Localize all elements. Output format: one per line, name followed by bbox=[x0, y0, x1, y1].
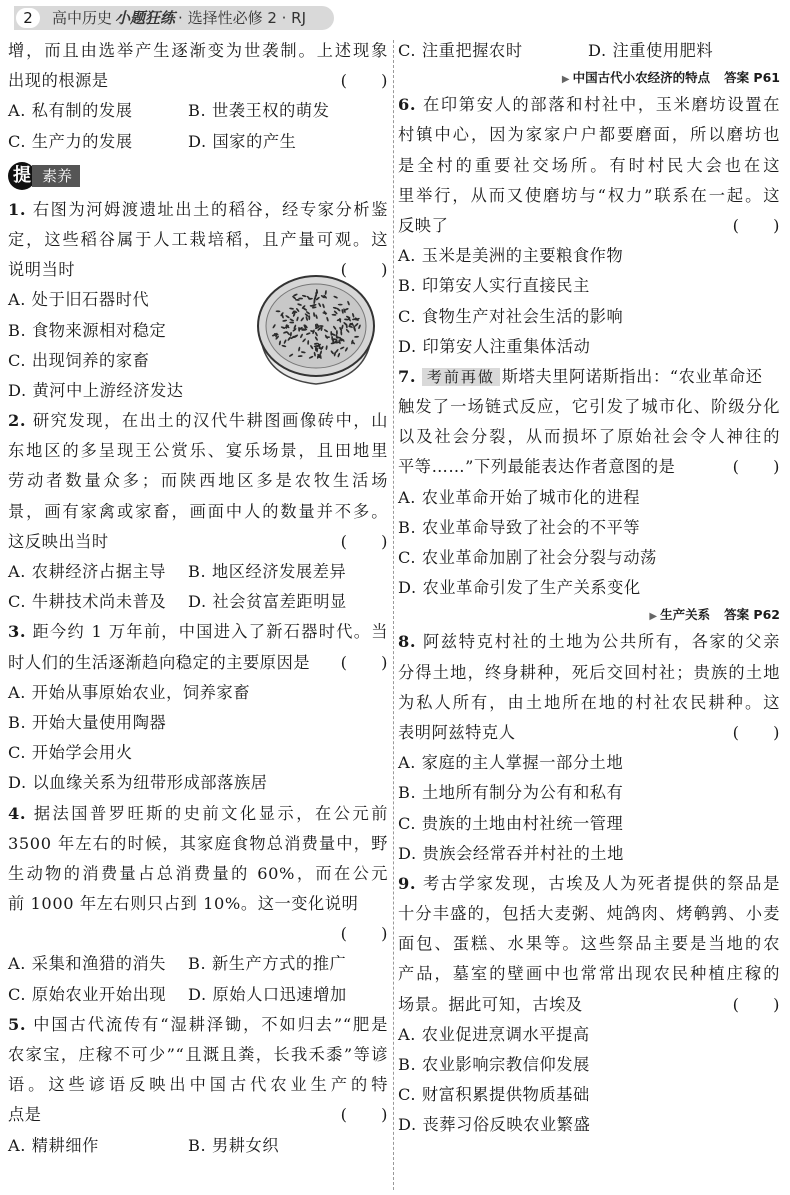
q1-line: 定，这些稻谷属于人工栽培稻，且产量可观。这 bbox=[8, 229, 388, 249]
q7-line: 平等……”下列最能表达作者意图的是 ( ) bbox=[398, 452, 780, 482]
q8-line: 表明阿兹特克人 ( ) bbox=[398, 718, 780, 748]
rice-grain-image bbox=[250, 260, 382, 390]
q2-options bbox=[8, 587, 388, 617]
q7-line: 7. 考前再做 斯塔夫里阿诺斯指出：“农业革命还 bbox=[398, 366, 763, 386]
option: B. 农业影响宗教信仰发展 bbox=[398, 1055, 590, 1074]
section-header bbox=[8, 159, 388, 193]
header-book: · 选择性必修 2 · RJ bbox=[178, 9, 307, 27]
answer-paren: ( ) bbox=[732, 215, 780, 235]
option: A. 采集和渔猎的消失 bbox=[8, 954, 167, 974]
option: A. 开始从事原始农业，饲养家畜 bbox=[8, 682, 251, 702]
answer-paren: ( ) bbox=[340, 71, 388, 91]
q5-line: 点是 ( ) bbox=[8, 1100, 388, 1130]
q0-line: 出现的根源是 ( ) bbox=[8, 66, 388, 96]
page-number: 2 bbox=[14, 6, 42, 30]
q3-line: 3. 距今约 1 万年前，中国进入了新石器时代。当 bbox=[8, 622, 388, 642]
option: D. 原始人口迅速增加 bbox=[188, 984, 347, 1004]
option: C. 食物生产对社会生活的影响 bbox=[398, 306, 624, 326]
option: D. 以血缘关系为纽带形成部落族居 bbox=[8, 773, 268, 793]
option: A. 家庭的主人掌握一部分土地 bbox=[398, 753, 624, 773]
option: A. 农耕经济占据主导 bbox=[8, 562, 167, 581]
q3-line: 时人们的生活逐渐趋向稳定的主要原因是 ( ) bbox=[8, 648, 388, 678]
answer-paren: ( ) bbox=[732, 722, 780, 742]
option: D. 国家的产生 bbox=[188, 131, 297, 151]
answer-paren: ( ) bbox=[340, 924, 388, 944]
triangle-icon: ▶ bbox=[561, 74, 570, 86]
q2-line: 景，画有家禽或家畜，画面中人的数量并不多。 bbox=[8, 501, 388, 521]
q2-options bbox=[8, 557, 388, 587]
option: A. 精耕细作 bbox=[8, 1135, 99, 1155]
option: C. 牛耕技术尚未普及 bbox=[8, 592, 167, 612]
option: C. 财富积累提供物质基础 bbox=[398, 1085, 590, 1105]
q9-line: 场景。据此可知，古埃及 ( ) bbox=[398, 990, 780, 1020]
option: D. 印第安人注重集体活动 bbox=[398, 336, 591, 356]
q2-line: 2. 研究发现，在出土的汉代牛耕图画像砖中，山 bbox=[8, 411, 388, 431]
q4-line: 3500 年左右的时候，其家庭食物总消费量中，野 bbox=[8, 833, 388, 853]
q5-options bbox=[8, 1131, 388, 1161]
q6-line: 反映了 ( ) bbox=[398, 211, 780, 241]
answer-paren: ( ) bbox=[732, 994, 780, 1014]
option: B. 地区经济发展差异 bbox=[188, 562, 347, 581]
header-subject: 高中历史 bbox=[52, 9, 113, 27]
q4-line: 4. 据法国普罗旺斯的史前文化显示，在公元前 bbox=[8, 803, 388, 823]
option: D. 黄河中上游经济发达 bbox=[8, 380, 184, 400]
option: B. 土地所有制分为公有和私有 bbox=[398, 783, 624, 803]
answer-paren: ( ) bbox=[732, 457, 780, 477]
option: D. 丧葬习俗反映农业繁盛 bbox=[398, 1115, 591, 1135]
option: D. 农业革命引发了生产关系变化 bbox=[398, 578, 641, 598]
q9-line: 十分丰盛的，包括大麦粥、炖鸽肉、烤鹌鹑、小麦 bbox=[398, 904, 780, 924]
q4-line: 生动物的消费量占总消费量的 60%，而在公元 bbox=[8, 863, 388, 883]
answer-ref: 答案 P61 bbox=[724, 70, 780, 86]
q8-line: 为私人所有，由土地所在地的村社农民耕种。这 bbox=[398, 692, 780, 712]
option: B. 印第安人实行直接民主 bbox=[398, 276, 590, 296]
column-divider bbox=[393, 40, 394, 1190]
q1-line: 说明当时 ( ) bbox=[8, 255, 388, 285]
option: D. 贵族会经常吞并村社的土地 bbox=[398, 843, 624, 863]
q5-line: 语。这些谚语反映出中国古代农业生产的特 bbox=[8, 1075, 388, 1095]
exam-tag: 考前再做 bbox=[422, 368, 500, 386]
q2-line: 这反映出当时 ( ) bbox=[8, 527, 388, 557]
option: A. 处于旧石器时代 bbox=[8, 290, 150, 310]
q0-options bbox=[8, 127, 388, 157]
option: B. 新生产方式的推广 bbox=[188, 954, 347, 974]
right-column bbox=[398, 36, 780, 1141]
option: C. 生产力的发展 bbox=[8, 131, 133, 151]
q4-options bbox=[8, 980, 388, 1010]
q6-line: 里举行，从而又使磨坊与“权力”联系在一起。这 bbox=[398, 185, 780, 205]
option: C. 原始农业开始出现 bbox=[8, 984, 167, 1004]
q7-line: 以及社会分裂，从而损坏了原始社会令人神往的 bbox=[398, 427, 780, 447]
option: C. 贵族的土地由村社统一管理 bbox=[398, 813, 624, 833]
answer-paren: ( ) bbox=[340, 652, 388, 672]
q6-line: 6. 在印第安人的部落和村社中，玉米磨坊设置在 bbox=[398, 95, 781, 115]
q4-options bbox=[8, 949, 388, 979]
q0-options bbox=[8, 96, 388, 126]
q8-line: 分得土地，终身耕种，死后交回村社；贵族的土地 bbox=[398, 662, 780, 682]
option: C. 出现饲养的家畜 bbox=[8, 350, 150, 370]
triangle-icon: ▶ bbox=[649, 611, 658, 623]
option: D. 注重使用肥料 bbox=[588, 41, 714, 60]
q2-line: 东地区的多呈现王公赏乐、宴乐场景，且田地里 bbox=[8, 441, 388, 461]
section-label: 素养 bbox=[32, 165, 80, 187]
knowledge-point: ▶ 中国古代小农经济的特点 答案 P61 bbox=[561, 70, 780, 86]
header-brand: 小题狂练 bbox=[115, 9, 176, 27]
option: B. 开始大量使用陶器 bbox=[8, 712, 167, 732]
knowledge-point: ▶ 生产关系 答案 P62 bbox=[649, 607, 780, 623]
q5-line: 农家宝，庄稼不可少”“且溉且粪，长我禾黍”等谚 bbox=[8, 1045, 388, 1064]
answer-paren: ( ) bbox=[340, 1105, 388, 1125]
q4-paren-line bbox=[8, 919, 388, 949]
option: B. 男耕女织 bbox=[188, 1135, 280, 1155]
left-column bbox=[8, 36, 388, 1161]
option: D. 社会贫富差距明显 bbox=[188, 592, 347, 612]
q9-line: 9. 考古学家发现，古埃及人为死者提供的祭品是 bbox=[398, 873, 781, 893]
q8-line: 8. 阿兹特克村社的土地为公共所有，各家的父亲 bbox=[398, 632, 781, 652]
option: A. 玉米是美洲的主要粮食作物 bbox=[398, 246, 624, 266]
q6-line: 村镇中心，因为家家户户都要磨面，所以磨坊也 bbox=[398, 125, 780, 145]
answer-paren: ( ) bbox=[340, 531, 388, 551]
answer-ref: 答案 P62 bbox=[724, 607, 780, 623]
header-title bbox=[52, 7, 306, 29]
section-char: 提 bbox=[8, 162, 36, 190]
option: B. 食物来源相对稳定 bbox=[8, 320, 167, 340]
option: B. 农业革命导致了社会的不平等 bbox=[398, 517, 641, 537]
page-header bbox=[0, 0, 790, 34]
option: C. 农业革命加剧了社会分裂与动荡 bbox=[398, 548, 657, 567]
q5-options bbox=[398, 36, 780, 66]
q2-line: 劳动者数量众多；而陕西地区多是农牧生活场 bbox=[8, 471, 388, 491]
option: C. 开始学会用火 bbox=[8, 743, 133, 763]
option: A. 私有制的发展 bbox=[8, 101, 133, 121]
q4-line: 前 1000 年左右则只占到 10%。这一变化说明 bbox=[8, 894, 359, 914]
q0-line: 增，而且由选举产生逐渐变为世袭制。上述现象 bbox=[8, 41, 388, 60]
option: B. 世袭王权的萌发 bbox=[188, 101, 330, 121]
q9-line: 面包、蛋糕、水果等。这些祭品主要是当地的农 bbox=[398, 934, 780, 954]
option: A. 农业革命开始了城市化的进程 bbox=[398, 487, 641, 507]
q1-line: 1. 右图为河姆渡遗址出土的稻谷，经专家分析鉴 bbox=[8, 199, 388, 219]
q6-line: 是全村的重要社交场所。有时村民大会也在这 bbox=[398, 155, 780, 175]
answer-paren: ( ) bbox=[340, 260, 388, 280]
option: C. 注重把握农时 bbox=[398, 41, 523, 60]
q5-line: 5. 中国古代流传有“湿耕泽锄，不如归去”“肥是 bbox=[8, 1014, 388, 1034]
q9-line: 产品，墓室的壁画中也常常出现农民种植庄稼的 bbox=[398, 964, 780, 984]
option: A. 农业促进烹调水平提高 bbox=[398, 1024, 590, 1044]
q7-line: 触发了一场链式反应，它引发了城市化、阶级分化 bbox=[398, 397, 780, 417]
